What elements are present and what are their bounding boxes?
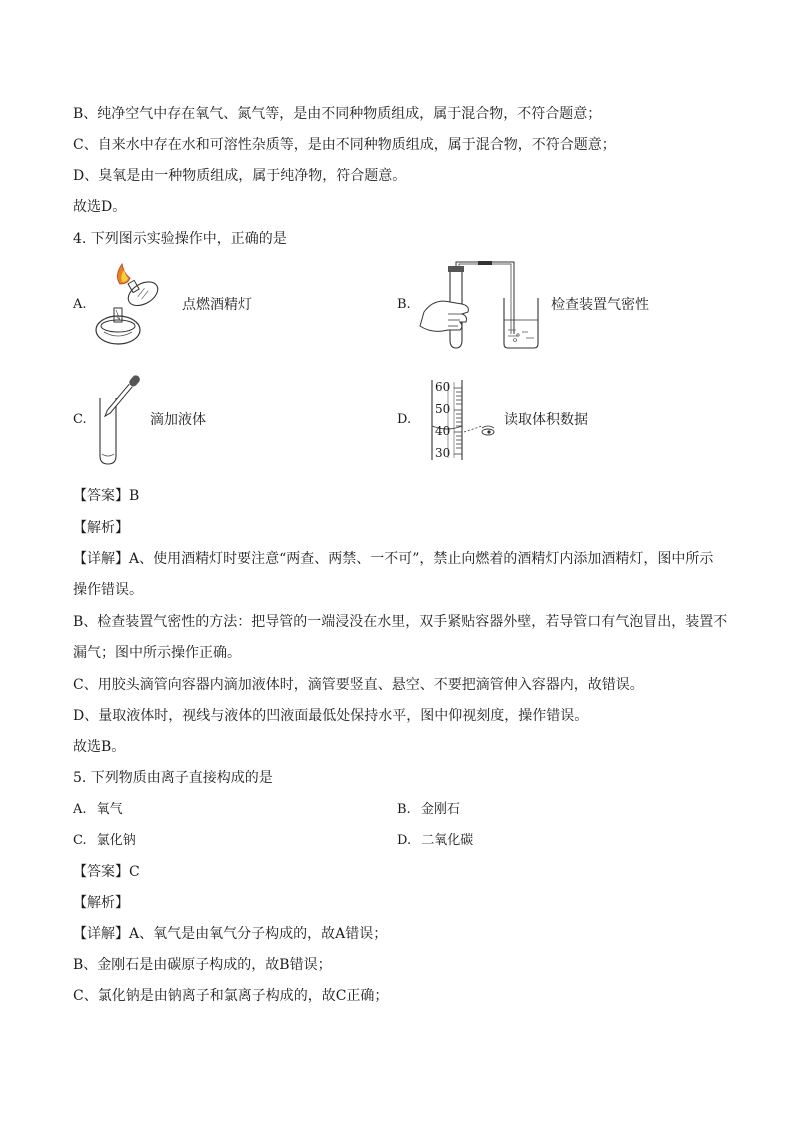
q4-option-c-label: C. [73,412,87,427]
cylinder-tick-60: 60 [435,380,451,394]
q5-stem: 5. 下列物质由离子直接构成的是 [73,770,273,786]
q4-conclusion: 故选B。 [73,739,126,755]
q5-analysis-title: 【解析】 [73,895,129,911]
q4-option-b-label: B. [397,297,411,312]
graduated-cylinder-reading-icon [428,378,508,464]
q5-option-b-label: B. [397,802,411,817]
q4-option-d-label: D. [397,412,412,427]
q4-detail-a: 【详解】A、使用酒精灯时要注意“两查、两禁、一不可”，禁止向燃着的酒精灯内添加酒精灯，图中所示 [73,551,714,567]
airtightness-check-icon [418,256,548,356]
q4-stem: 4. 下列图示实验操作中，正确的是 [73,231,287,247]
q3-explanation-d: D、臭氧是由一种物质组成，属于纯净物，符合题意。 [73,168,407,184]
q4-option-d-caption: 读取体积数据 [504,412,588,428]
q5-option-c-label: C. [73,833,87,848]
q5-answer: 【答案】C [73,864,140,880]
q5-option-c [73,831,136,851]
q5-detail-c: C、氯化钠是由钠离子和氯离子构成的，故C正确； [73,988,389,1004]
q3-explanation-c: C、自来水中存在水和可溶性杂质等，是由不同种物质组成，属于混合物，不符合题意； [73,137,616,153]
q4-detail-b2: 漏气；图中所示操作正确。 [73,645,241,661]
q5-option-d [397,831,473,851]
q3-conclusion: 故选D。 [73,199,127,215]
q5-option-a [73,800,123,820]
q4-detail-a2: 操作错误。 [73,582,143,598]
cylinder-tick-30: 30 [435,446,451,460]
q5-option-d-text: 二氧化碳 [421,833,474,848]
q5-option-d-label: D. [397,833,412,848]
q5-option-b-text: 金刚石 [420,802,460,817]
q4-option-b-caption: 检查装置气密性 [551,297,649,313]
q4-option-a-label: A. [73,297,87,312]
q4-detail-d: D、量取液体时，视线与液体的凹液面最低处保持水平，图中仰视刻度，操作错误。 [73,708,589,724]
q5-detail-a: 【详解】A、氧气是由氧气分子构成的，故A错误； [73,926,388,942]
q5-option-a-text: 氧气 [96,802,123,817]
q5-detail-b: B、金刚石是由碳原子构成的，故B错误； [73,957,332,973]
q4-answer: 【答案】B [73,488,140,504]
alcohol-lamp-lighting-icon [90,262,180,352]
cylinder-tick-40: 40 [435,424,451,438]
q4-option-a-caption: 点燃酒精灯 [182,297,252,313]
q4-option-c-caption: 滴加液体 [150,412,206,428]
q4-detail-c: C、用胶头滴管向容器内滴加液体时，滴管要竖直、悬空、不要把滴管伸入容器内，故错误。 [73,677,644,693]
q3-explanation-b: B、纯净空气中存在氧气、氮气等，是由不同种物质组成，属于混合物，不符合题意； [73,106,602,122]
q5-option-a-label: A. [73,802,87,817]
q4-analysis-title: 【解析】 [73,520,129,536]
q4-detail-b: B、检查装置气密性的方法：把导管的一端浸没在水里，双手紧贴容器外壁，若导管口有气泡冒出，装置不 [73,614,728,630]
q5-option-b [397,800,460,820]
q5-option-c-text: 氯化钠 [96,833,136,848]
dropper-test-tube-icon [92,370,152,470]
cylinder-tick-50: 50 [435,402,451,416]
